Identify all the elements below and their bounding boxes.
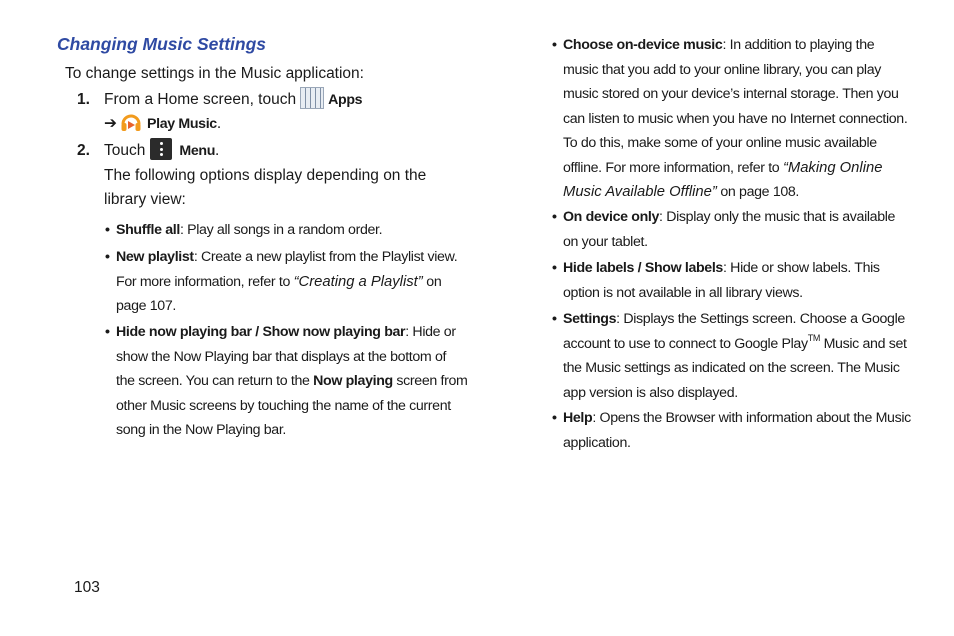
section-title: Changing Music Settings	[57, 34, 267, 54]
step-1-line-2	[104, 111, 221, 137]
menu-label: Menu	[179, 143, 216, 159]
bullet-hide-now-playing	[105, 320, 468, 443]
intro-text: To change settings in the Music application:	[65, 65, 364, 82]
bullet-choose-on-device-music	[552, 33, 913, 205]
bullet-text: : Hide or show the Now Playing bar that displays at the bottom of the screen. You can return to the	[116, 324, 456, 389]
play-music-headphones-icon	[120, 111, 142, 133]
menu-dots-icon	[150, 138, 172, 160]
bullet-term: New playlist	[116, 249, 194, 265]
bullet-text: : Hide or show labels. This option is not available in all library views.	[563, 260, 880, 301]
step-1	[77, 87, 477, 113]
bullet-term: Help	[563, 410, 593, 426]
step-2	[77, 138, 219, 164]
bullet-help	[552, 406, 913, 455]
bullet-dot: •	[552, 311, 557, 327]
punctuation: .	[215, 142, 220, 159]
bullet-settings	[552, 307, 913, 405]
bullet-shuffle-all	[105, 218, 471, 243]
step-number: 2.	[77, 142, 90, 159]
page-number: 103	[74, 579, 100, 596]
bullet-new-playlist	[105, 245, 466, 319]
bullet-text: : Display only the music that is available on your tablet.	[563, 209, 896, 250]
play-music-label: Play Music	[147, 116, 217, 132]
apps-label: Apps	[328, 92, 363, 108]
bullet-text: : Create a new playlist from the Playlist view. For more information, refer to	[116, 249, 458, 290]
trademark-mark: TM	[807, 332, 820, 343]
step-2-description: The following options display depending on the library view:	[104, 167, 427, 208]
bullet-dot: •	[552, 209, 557, 225]
step-text: From a Home screen, touch	[104, 91, 297, 108]
step-text: Touch	[104, 142, 146, 159]
arrow-icon: ➔	[104, 115, 117, 132]
bullet-term: Hide labels / Show labels	[563, 260, 723, 276]
cross-reference-link[interactable]: “Creating a Playlist”	[293, 273, 423, 290]
bullet-dot: •	[105, 324, 110, 340]
bullet-term: Now playing	[313, 373, 393, 389]
page-reference: page 107.	[116, 298, 176, 314]
bullet-dot: •	[552, 410, 557, 426]
bullet-text: : Play all songs in a random order.	[179, 222, 383, 238]
bullet-text: on	[422, 273, 442, 290]
bullet-text: : In addition to playing the music that you add to your online library, you can play music stored on your device’s internal storage. Then you can listen to music when you have no Internet connection. To do this, make some of your online music available offline. For more information, refer to	[563, 37, 908, 176]
bullet-on-device-only	[552, 205, 913, 254]
step-number: 1.	[77, 91, 90, 108]
punctuation: .	[216, 115, 222, 132]
bullet-dot: •	[552, 260, 557, 276]
apps-grid-icon	[300, 87, 324, 109]
bullet-term: Settings	[563, 311, 617, 327]
bullet-term: Shuffle all	[116, 222, 180, 238]
bullet-term: Choose on-device music	[563, 37, 723, 53]
bullet-dot: •	[105, 222, 110, 238]
bullet-text: screen from other Music screens by touching the name of the current song in the Now Playing bar.	[116, 373, 468, 438]
bullet-term: Hide now playing bar / Show now playing bar	[116, 324, 406, 340]
bullet-text: : Opens the Browser with information about the Music application.	[563, 410, 911, 451]
bullet-text: Music and set the Music settings as indicated on the screen. The Music app version is also displayed.	[563, 335, 907, 401]
bullet-text: : Displays the Settings screen. Choose a Google account to use to connect to Google Play	[563, 311, 905, 352]
bullet-text: on page 108.	[716, 184, 800, 200]
bullet-dot: •	[552, 37, 557, 53]
bullet-term: On device only	[563, 209, 660, 225]
bullet-hide-show-labels	[552, 256, 913, 305]
bullet-dot: •	[105, 249, 110, 265]
cross-reference-link[interactable]: “Making Online Music Available Offline”	[563, 159, 883, 200]
